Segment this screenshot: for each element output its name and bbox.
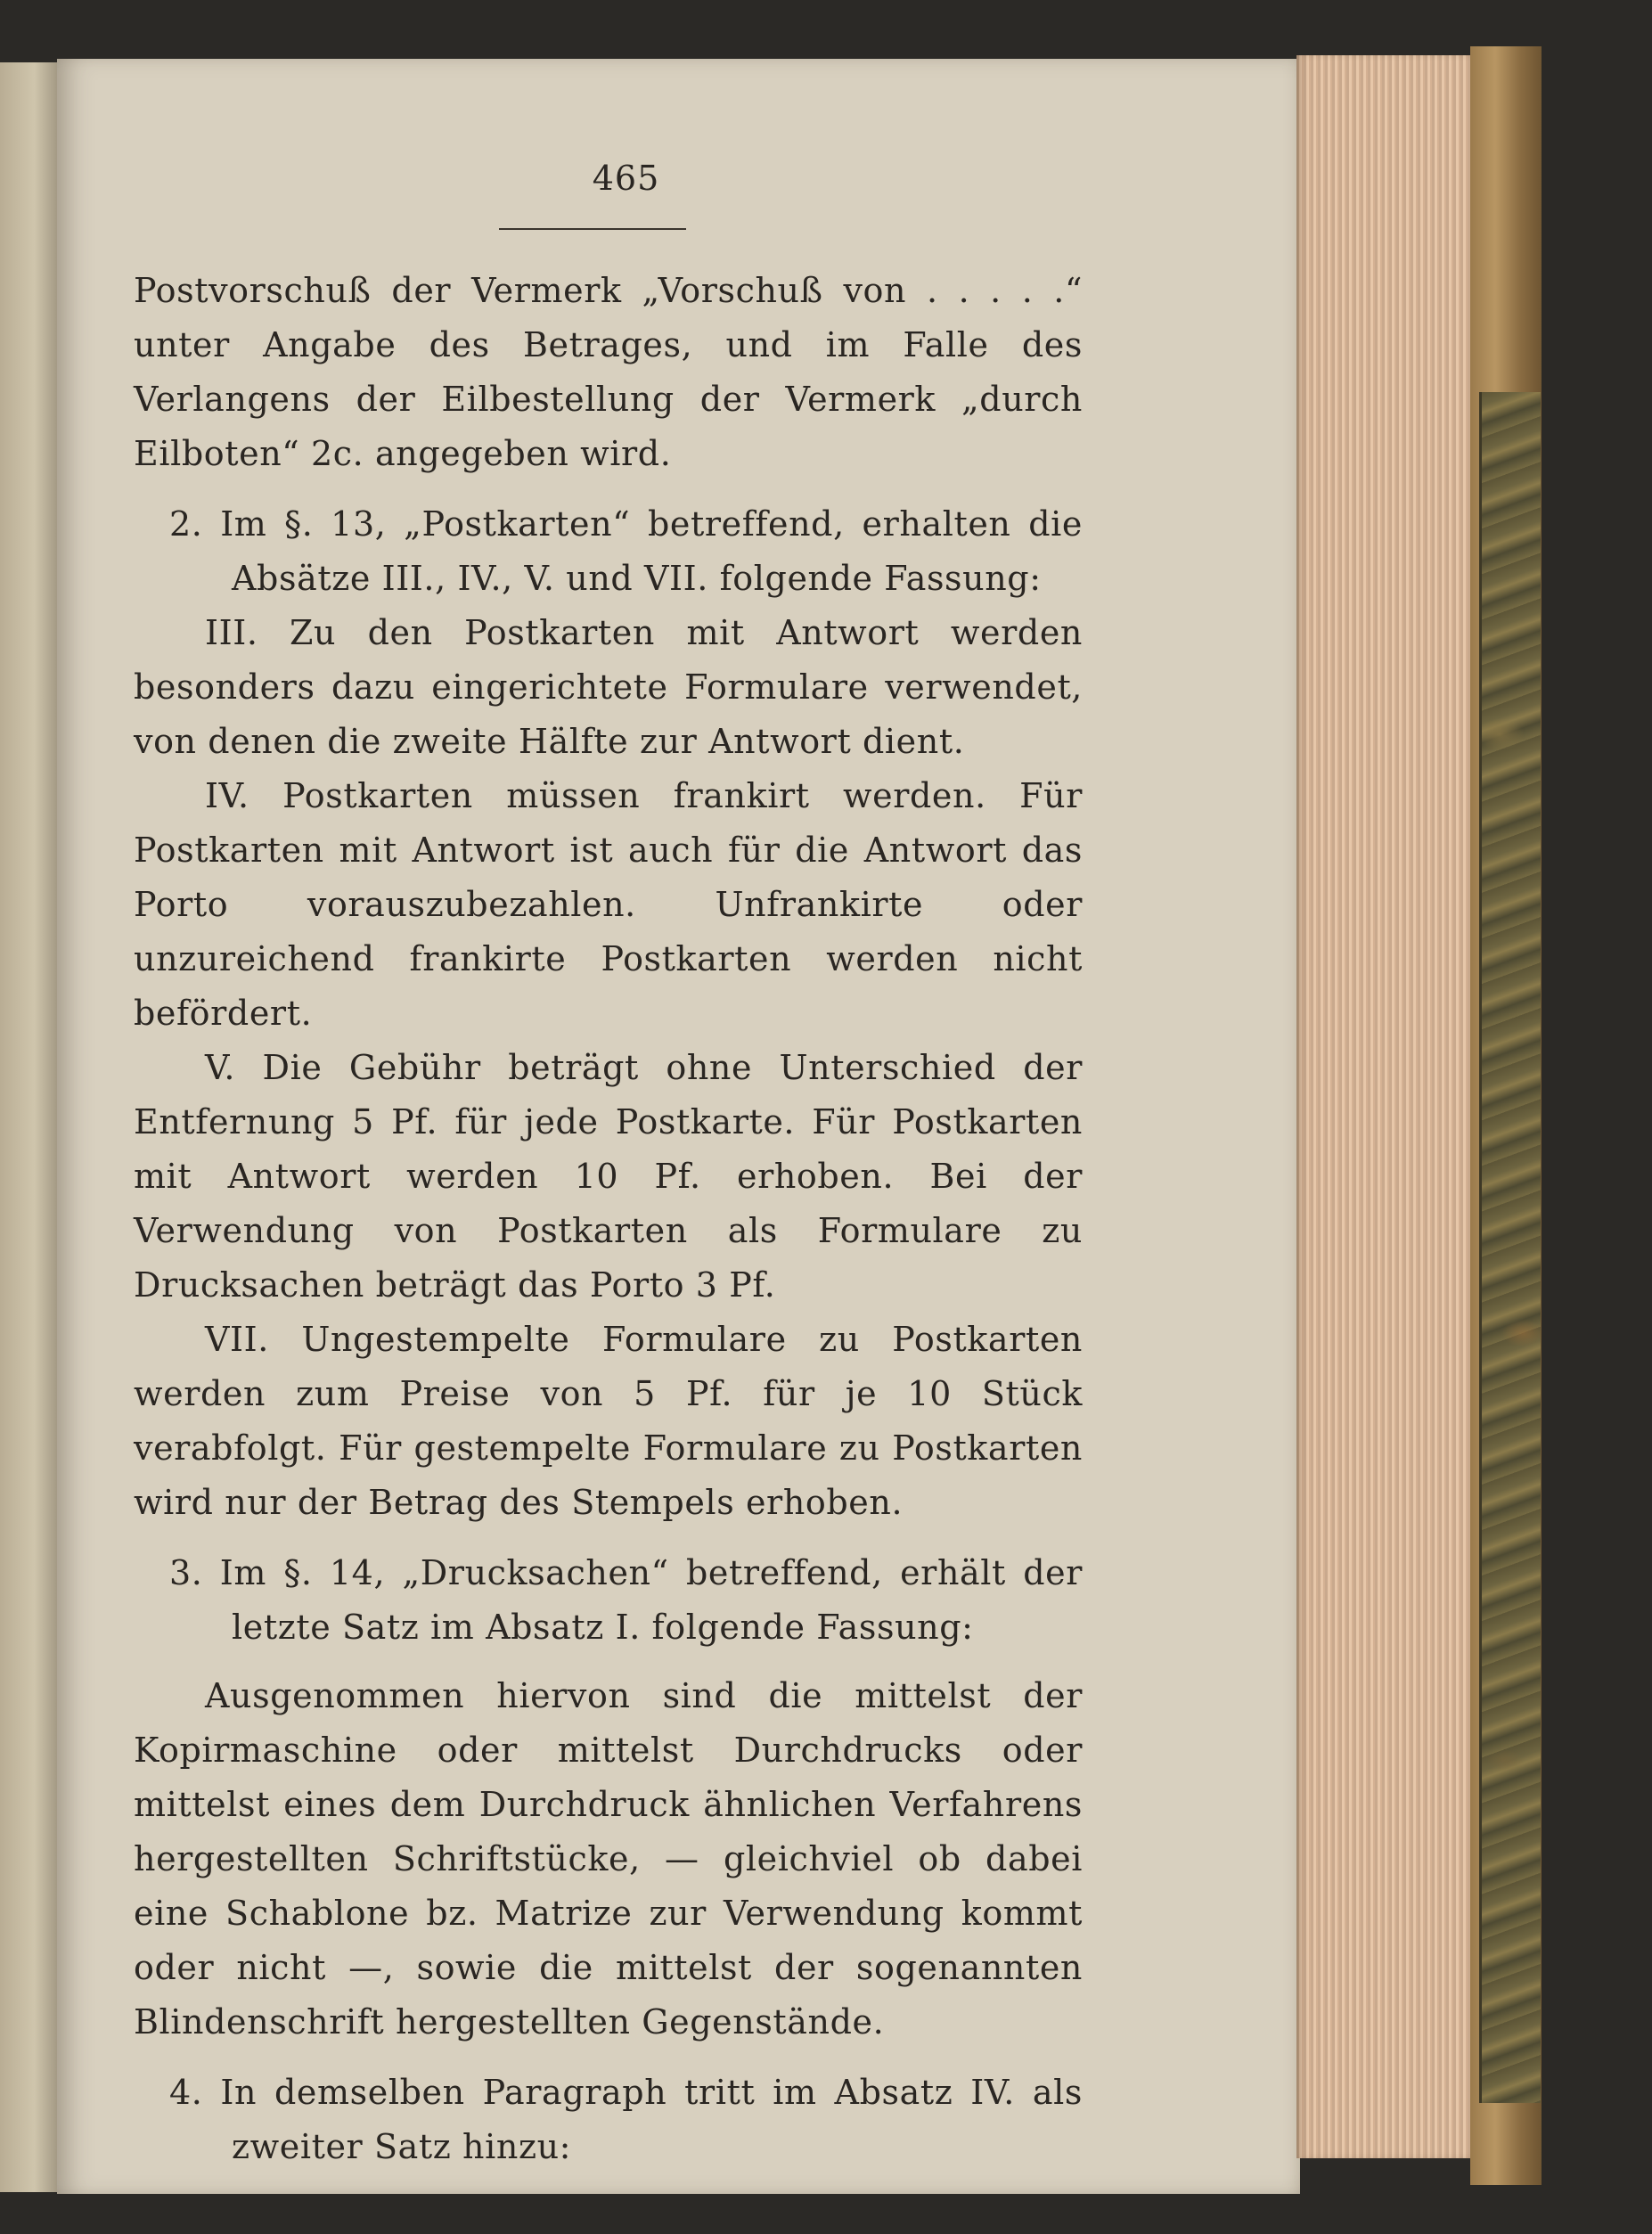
page-edges <box>1296 55 1475 2158</box>
marbled-cover-paper <box>1479 392 1541 2103</box>
facing-page-edge <box>0 62 62 2192</box>
paragraph-section-iii: III. Zu den Postkarten mit Antwort werden besonders dazu eingerichtete Formulare verwendet, von denen die zweite Hälfte zur Antwort dient. <box>134 613 1083 761</box>
page-content <box>134 160 1083 2174</box>
paragraph-section-vii: VII. Ungestempelte Formulare zu Postkarten werden zum Preise von 5 Pf. für je 10 Stück verabfolgt. Für gestempelte Formulare zu Postkarten wird nur der Betrag des Stempels erhoben. <box>134 1320 1083 1522</box>
paragraph-continuation: Postvorschuß der Vermerk „Vorschuß von . . . . .“ unter Angabe des Betrages, und im Falle des Verlangens der Eilbestellung der Vermerk „durch Eilboten“ 2c. angegeben wird. <box>134 271 1083 473</box>
paragraph-section-iv: IV. Postkarten müssen frankirt werden. Für Postkarten mit Antwort ist auch für die Antwort das Porto vorauszubezahlen. Unfrankirte oder unzureichend frankirte Postkarten werden nicht befördert. <box>134 776 1083 1033</box>
header-rule <box>499 228 686 230</box>
paragraph-item-3: 3. Im §. 14, „Drucksachen“ betreffend, erhält der letzte Satz im Absatz I. folgende Fassung: <box>169 1553 1083 1647</box>
paragraph-item-2: 2. Im §. 13, „Postkarten“ betreffend, erhalten die Absätze III., IV., V. und VII. folgende Fassung: <box>169 504 1083 598</box>
paragraph-section-v: V. Die Gebühr beträgt ohne Unterschied der Entfernung 5 Pf. für jede Postkarte. Für Postkarten mit Antwort werden 10 Pf. erhoben. Bei der Verwendung von Postkarten als Formulare zu Drucksachen beträgt das Porto 3 Pf. <box>134 1048 1083 1305</box>
paragraph-quoted-sentence: Ausgenommen hiervon sind die mittelst der Kopirmaschine oder mittelst Durchdrucks oder mittelst eines dem Durchdruck ähnlichen Verfahrens hergestellten Schriftstücke, — gleichviel ob dabei eine Schablone bz. Matrize zur Verwendung kommt oder nicht —, sowie die mittelst der sogenannten Blindenschrift hergestellten Gegenstände. <box>134 1676 1083 2042</box>
page-number: 465 <box>592 159 660 198</box>
paragraph-item-4: 4. In demselben Paragraph tritt im Absatz IV. als zweiter Satz hinzu: <box>169 2073 1083 2166</box>
